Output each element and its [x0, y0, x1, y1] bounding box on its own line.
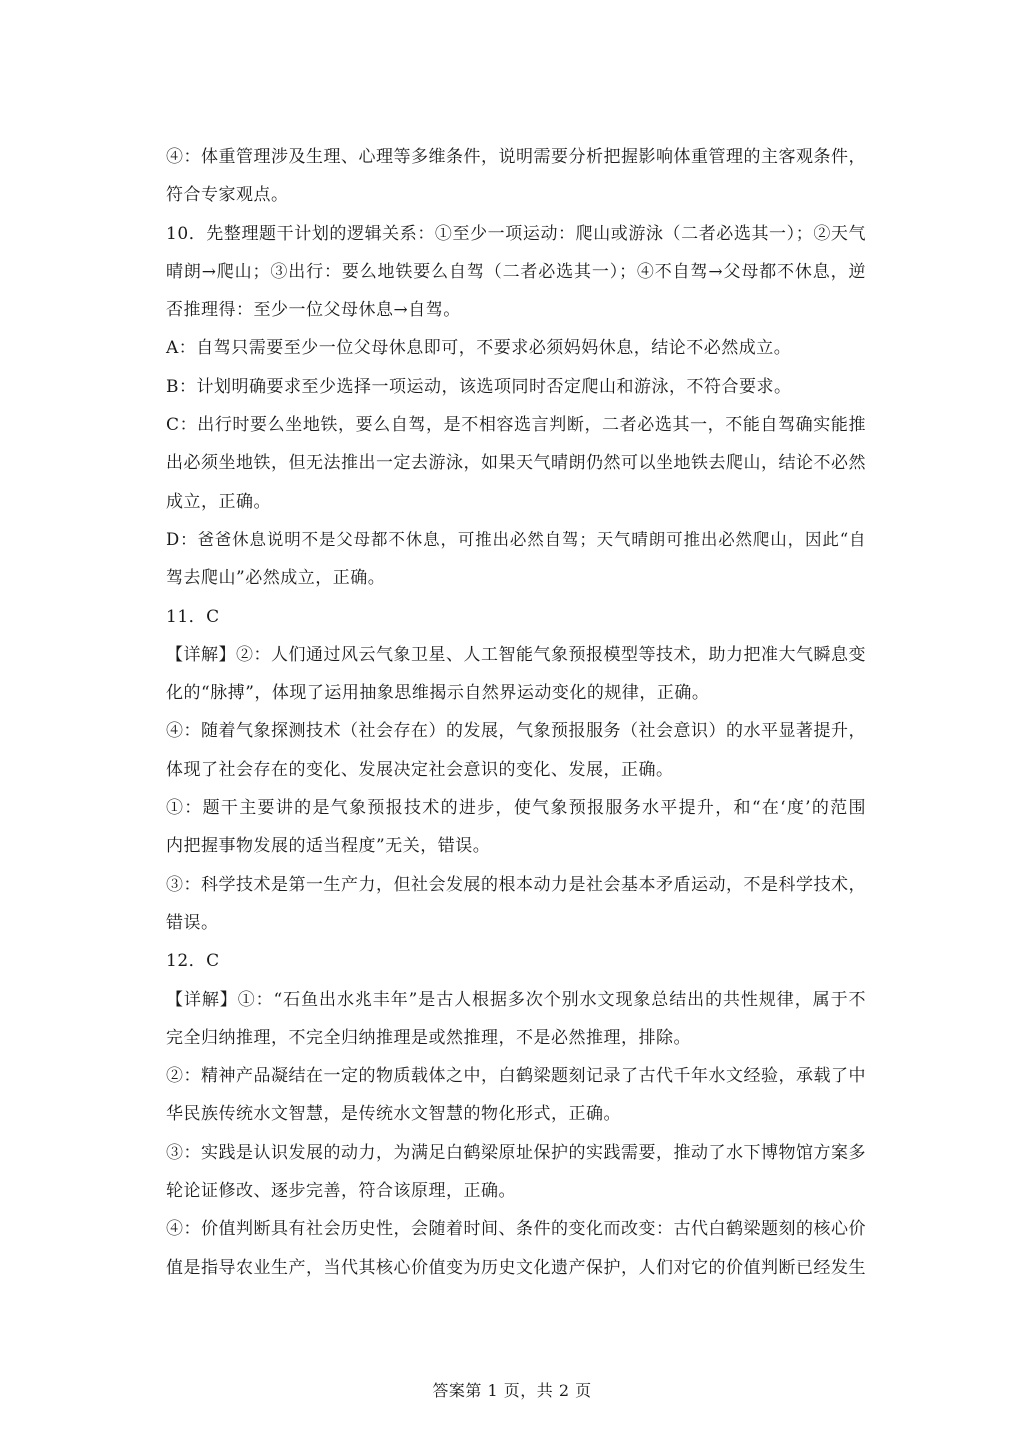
text-line: ①：题干主要讲的是气象预报技术的进步，使气象预报服务水平提升，和“在‘度’的范围 — [166, 798, 866, 819]
text-line: 完全归纳推理，不完全归纳推理是或然推理，不是必然推理，排除。 — [166, 1027, 691, 1048]
answer-body — [166, 138, 866, 1287]
text-line: ②：精神产品凝结在一定的物质载体之中，白鹤梁题刻记录了古代千年水文经验，承载了中 — [166, 1066, 866, 1087]
text-line: 化的“脉搏”，体现了运用抽象思维揭示自然界运动变化的规律，正确。 — [166, 683, 710, 704]
text-line: 12．C — [166, 951, 220, 972]
text-line: 否推理得：至少一位父母休息→自驾。 — [166, 300, 461, 321]
text-line: ④：体重管理涉及生理、心理等多维条件，说明需要分析把握影响体重管理的主客观条件， — [166, 147, 866, 167]
text-line: 【详解】①：“石鱼出水兆丰年”是古人根据多次个别水文现象总结出的共性规律，属于不 — [166, 989, 866, 1010]
text-line: 成立，正确。 — [166, 491, 271, 512]
text-line: 华民族传统水文智慧，是传统水文智慧的物化形式，正确。 — [166, 1104, 621, 1125]
page-footer: 答案第 1 页，共 2 页 — [432, 1381, 592, 1400]
text-line: A：自驾只需要至少一位父母休息即可，不要求必须妈妈休息，结论不必然成立。 — [166, 338, 792, 359]
text-line: 10．先整理题干计划的逻辑关系：①至少一项运动：爬山或游泳（二者必选其一）；②天气 — [166, 223, 866, 244]
text-line: D：爸爸休息说明不是父母都不休息，可推出必然自驾；天气晴朗可推出必然爬山，因此“自 — [166, 529, 866, 549]
text-line: 符合专家观点。 — [166, 185, 289, 206]
text-line: 错误。 — [166, 912, 219, 933]
text-line: 出必须坐地铁，但无法推出一定去游泳，如果天气晴朗仍然可以坐地铁去爬山，结论不必然 — [166, 453, 866, 474]
text-line: C：出行时要么坐地铁，要么自驾，是不相容选言判断，二者必选其一，不能自驾确实能推 — [166, 415, 866, 436]
text-line: ④：价值判断具有社会历史性，会随着时间、条件的变化而改变：古代白鹤梁题刻的核心价 — [166, 1219, 866, 1240]
text-line: 晴朗→爬山；③出行：要么地铁要么自驾（二者必选其一）；④不自驾→父母都不休息，逆 — [166, 261, 866, 282]
text-line: 内把握事物发展的适当程度”无关，错误。 — [166, 836, 491, 857]
text-line: B：计划明确要求至少选择一项运动，该选项同时否定爬山和游泳，不符合要求。 — [166, 376, 792, 397]
text-line: ④：随着气象探测技术（社会存在）的发展，气象预报服务（社会意识）的水平显著提升， — [166, 721, 866, 742]
text-line: 体现了社会存在的变化、发展决定社会意识的变化、发展，正确。 — [166, 759, 674, 780]
text-line: 轮论证修改、逐步完善，符合该原理，正确。 — [166, 1181, 516, 1202]
text-line: 【详解】②：人们通过风云气象卫星、人工智能气象预报模型等技术，助力把准大气瞬息变 — [166, 644, 866, 665]
text-line: 驾去爬山”必然成立，正确。 — [166, 568, 386, 589]
text-line: ③：实践是认识发展的动力，为满足白鹤梁原址保护的实践需要，推动了水下博物馆方案多 — [166, 1142, 866, 1163]
text-line: ③：科学技术是第一生产力，但社会发展的根本动力是社会基本矛盾运动，不是科学技术， — [166, 874, 866, 895]
text-line: 11．C — [166, 606, 220, 627]
text-line: 值是指导农业生产，当代其核心价值变为历史文化遗产保护，人们对它的价值判断已经发生 — [166, 1257, 866, 1278]
